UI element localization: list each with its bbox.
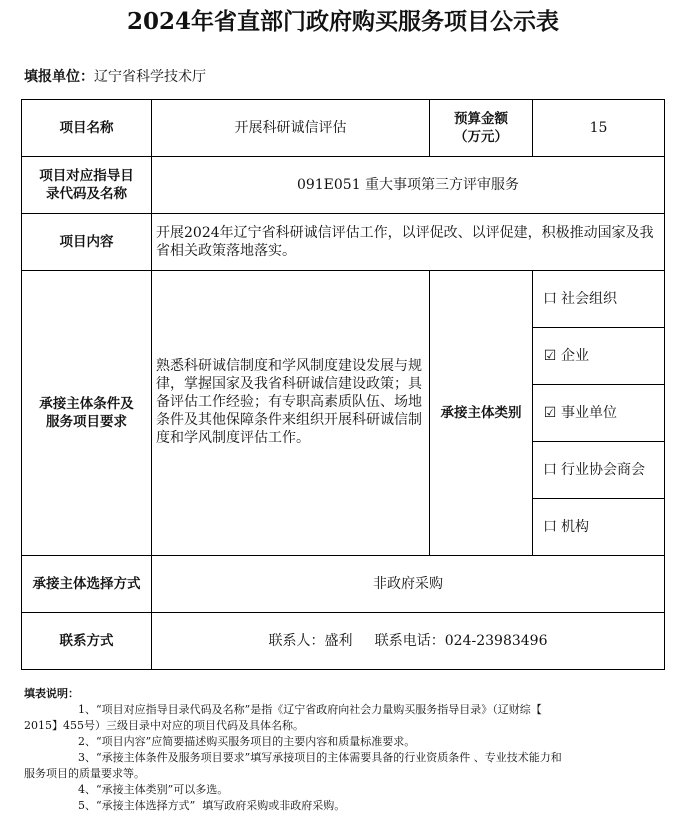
note-5: 5、“承接主体选择方式” 填写政府采购或非政府采购。 [78,799,346,812]
checkbox-icon: 口 [543,462,557,478]
project-name-label: 项目名称 [21,99,152,157]
budget-label-line2: （万元） [454,129,508,145]
page-title: 2024年省直部门政府购买服务项目公示表 [126,8,559,35]
category-option-industry-association[interactable] [532,441,665,499]
budget-value: 15 [532,99,665,157]
contact-value: 联系人：盛利 联系电话：024-23983496 [151,612,665,670]
category-option-enterprise[interactable] [532,327,665,385]
note-1-continued: 2015】455号）三级目录中对应的项目代码及具体名称。 [24,719,304,732]
selection-method-label: 承接主体选择方式 [21,555,152,613]
reporting-unit-label: 填报单位： [24,69,94,85]
note-3-continued: 服务项目的质量要求等。 [24,767,145,780]
filling-instructions [24,686,664,814]
catalog-code-label-line2: 录代码及名称 [46,186,127,202]
note-2: 2、“项目内容”应简要描述购买服务项目的主要内容和质量标准要求。 [78,735,416,748]
conditions-label-line2: 服务项目要求 [46,414,127,430]
project-content-value: 开展2024年辽宁省科研诚信评估工作，以评促改、以评促建，积极推动国家及我省相关政策落地落实。 [151,213,665,271]
category-option-public-institution[interactable] [532,384,665,442]
category-label: 承接主体类别 [429,270,533,556]
note-3: 3、“承接主体条件及服务项目要求”填写承接项目的主体需要具备的行业资质条件 、专业技术能力和 [78,751,562,764]
conditions-value: 熟悉科研诚信制度和学风制度建设发展与规律，掌握国家及我省科研诚信建设政策；具备评估工作经验；有专职高素质队伍、场地条件及其他保障条件来组织开展科研诚信制度和学风制度评估工作。 [151,270,430,556]
checkbox-icon: 口 [543,519,557,535]
selection-method-value: 非政府采购 [151,555,665,613]
category-option-agency[interactable] [532,498,665,556]
conditions-label-line1: 承接主体条件及 [39,396,134,412]
reporting-unit [24,66,206,86]
checkbox-icon: 口 [543,291,557,307]
catalog-code-label [21,156,152,214]
category-option-label: 企业 [561,348,589,364]
conditions-label [21,270,152,556]
contact-label: 联系方式 [21,612,152,670]
category-option-social-org[interactable] [532,270,665,328]
budget-label-line1: 预算金额 [454,111,508,127]
project-content-label: 项目内容 [21,213,152,271]
catalog-code-label-line1: 项目对应指导目 [39,168,134,184]
category-option-label: 机构 [561,519,589,535]
category-option-label: 行业协会商会 [561,462,645,478]
notes-heading: 填表说明： [24,687,79,700]
catalog-code-value: 091E051 重大事项第三方评审服务 [151,156,665,214]
note-4: 4、“承接主体类别”可以多选。 [78,783,229,796]
category-option-label: 社会组织 [561,291,617,307]
note-1: 1、“项目对应指导目录代码及名称”是指《辽宁省政府向社会力量购买服务指导目录》（辽财综【 [78,703,542,716]
checked-checkbox-icon: ☑ [543,405,557,421]
project-name-value: 开展科研诚信评估 [151,99,430,157]
reporting-unit-value: 辽宁省科学技术厅 [94,69,206,85]
budget-label [429,99,533,157]
category-option-label: 事业单位 [561,405,617,421]
checked-checkbox-icon: ☑ [543,348,557,364]
